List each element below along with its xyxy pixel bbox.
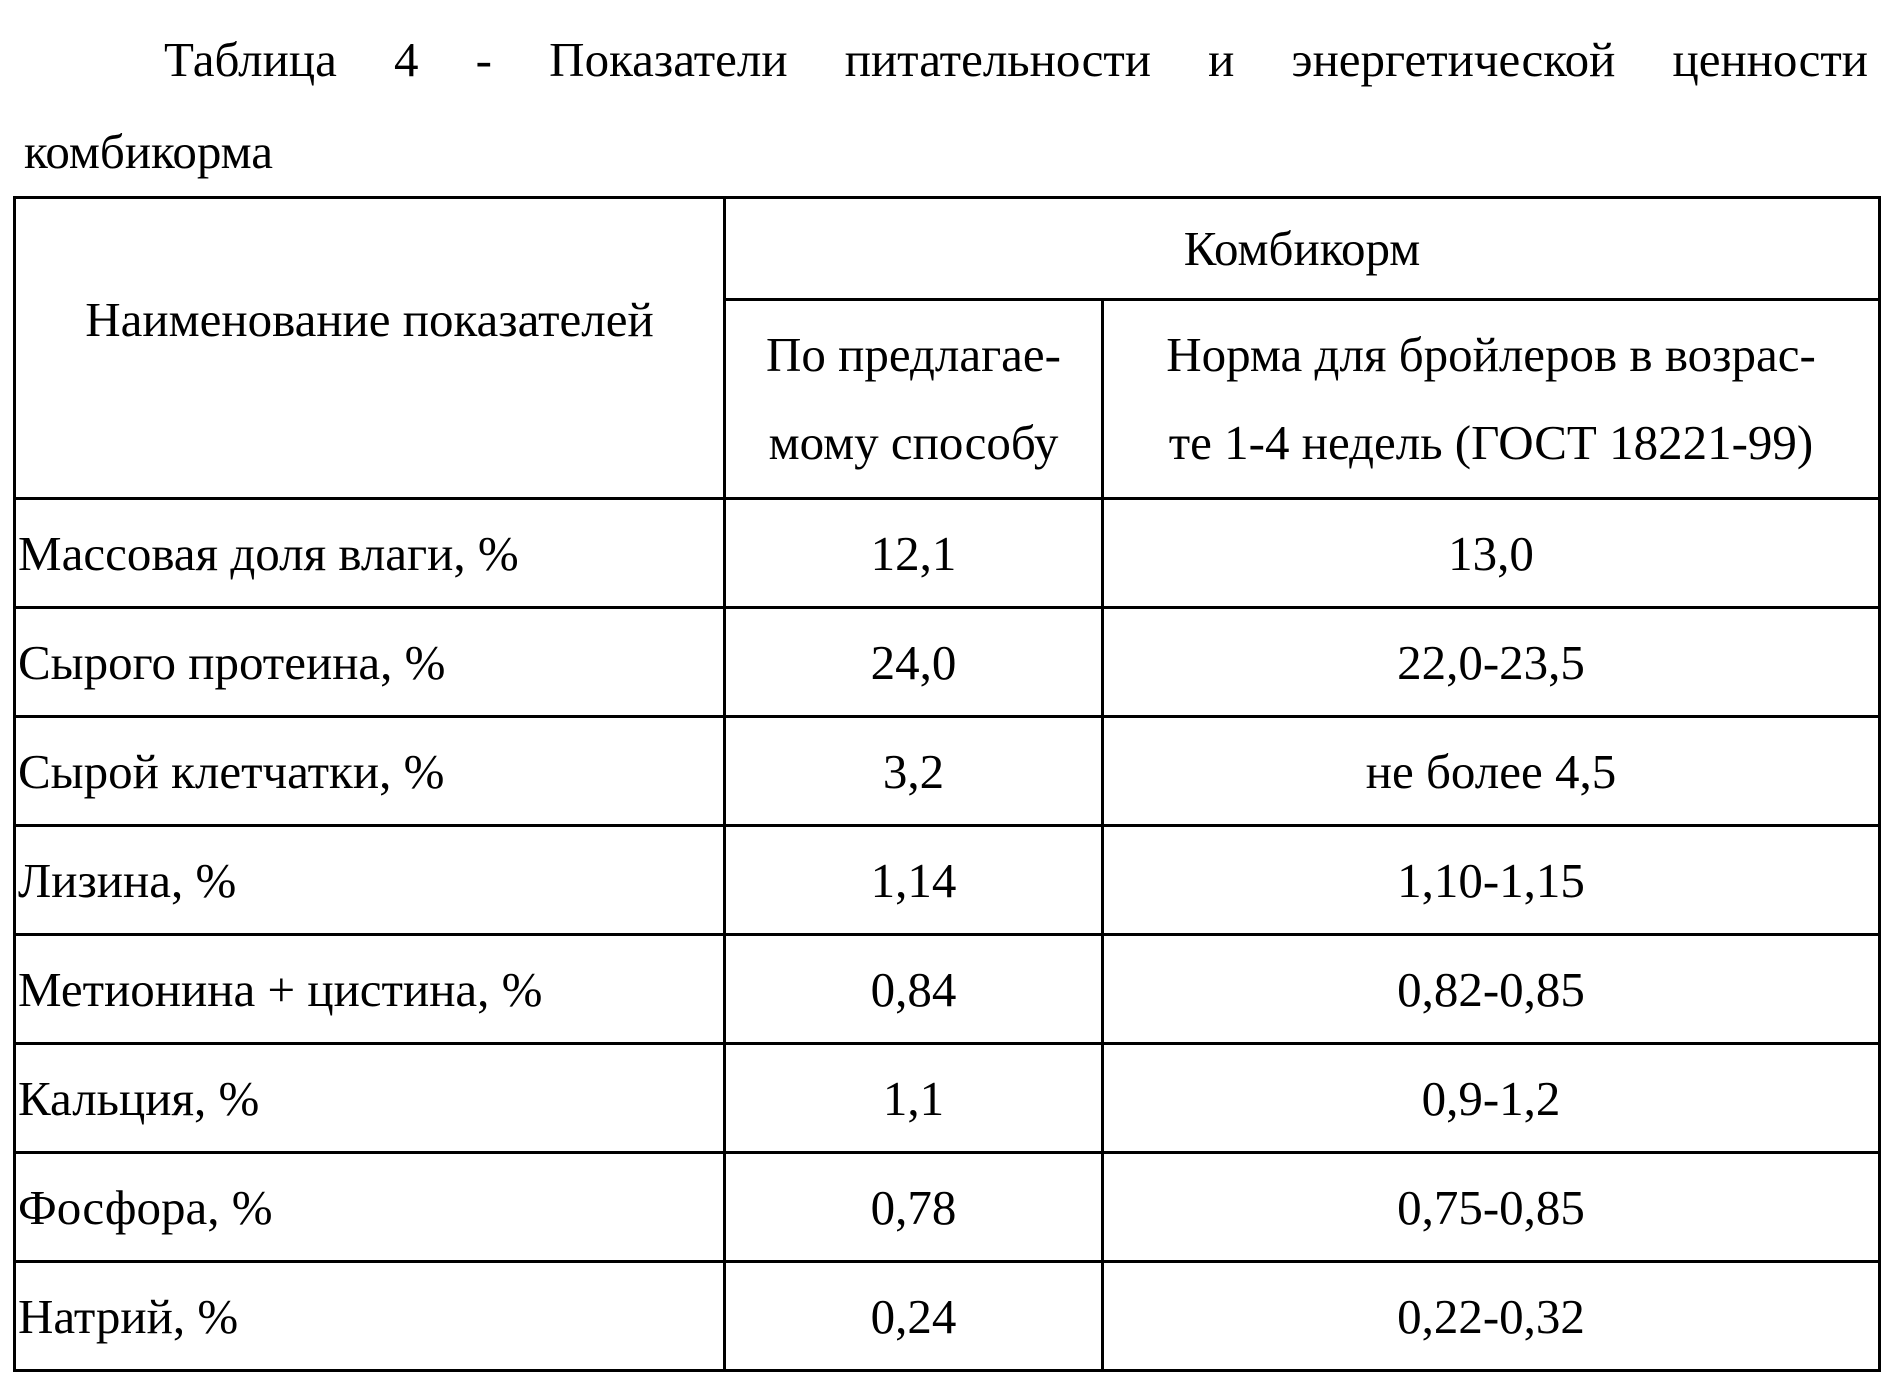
- proposed-value-cell: 0,24: [725, 1262, 1103, 1371]
- table-caption-line2: комбикорма: [24, 124, 274, 179]
- indicator-name-cell: Сырой клетчатки, %: [15, 717, 725, 826]
- table-caption-line1: Таблица 4 - Показатели питательности и энергетической ценности: [164, 32, 1868, 87]
- indicator-name-cell: Массовая доля влаги, %: [15, 499, 725, 608]
- table-row: [15, 826, 1880, 935]
- table-row: [15, 1153, 1880, 1262]
- proposed-value-cell: 1,14: [725, 826, 1103, 935]
- indicator-name-cell: Кальция, %: [15, 1044, 725, 1153]
- norm-value-cell: 0,22-0,32: [1103, 1262, 1880, 1371]
- header-proposed-method: [725, 300, 1103, 499]
- header-broiler-norm: [1103, 300, 1880, 499]
- proposed-value-cell: 0,78: [725, 1153, 1103, 1262]
- header-norm-line1: Норма для бройлеров в возрас-: [1166, 327, 1816, 382]
- table-body: [15, 499, 1880, 1371]
- norm-value-cell: 0,75-0,85: [1103, 1153, 1880, 1262]
- header-norm-line2: те 1-4 недель (ГОСТ 18221-99): [1168, 415, 1814, 470]
- header-indicator-name: Наименование показателей: [15, 198, 725, 499]
- table-row: [15, 608, 1880, 717]
- indicator-name-cell: Сырого протеина, %: [15, 608, 725, 717]
- proposed-value-cell: 3,2: [725, 717, 1103, 826]
- indicator-name-cell: Фосфора, %: [15, 1153, 725, 1262]
- proposed-value-cell: 0,84: [725, 935, 1103, 1044]
- indicator-name-cell: Лизина, %: [15, 826, 725, 935]
- indicator-name-cell: Натрий, %: [15, 1262, 725, 1371]
- proposed-value-cell: 1,1: [725, 1044, 1103, 1153]
- header-feed-group: Комбикорм: [725, 198, 1880, 300]
- table-row: [15, 717, 1880, 826]
- proposed-value-cell: 12,1: [725, 499, 1103, 608]
- table-row: [15, 499, 1880, 608]
- norm-value-cell: 0,9-1,2: [1103, 1044, 1880, 1153]
- table-row: [15, 935, 1880, 1044]
- table-row: [15, 1044, 1880, 1153]
- indicator-name-cell: Метионина + цистина, %: [15, 935, 725, 1044]
- norm-value-cell: 22,0-23,5: [1103, 608, 1880, 717]
- norm-value-cell: не более 4,5: [1103, 717, 1880, 826]
- nutrition-table: [13, 196, 1881, 1372]
- table-caption: [24, 14, 1868, 198]
- header-proposed-line2: мому способу: [768, 415, 1059, 470]
- norm-value-cell: 1,10-1,15: [1103, 826, 1880, 935]
- norm-value-cell: 0,82-0,85: [1103, 935, 1880, 1044]
- header-proposed-line1: По предлагае-: [765, 327, 1061, 382]
- table-row: [15, 1262, 1880, 1371]
- norm-value-cell: 13,0: [1103, 499, 1880, 608]
- proposed-value-cell: 24,0: [725, 608, 1103, 717]
- header-row-top: [15, 198, 1880, 300]
